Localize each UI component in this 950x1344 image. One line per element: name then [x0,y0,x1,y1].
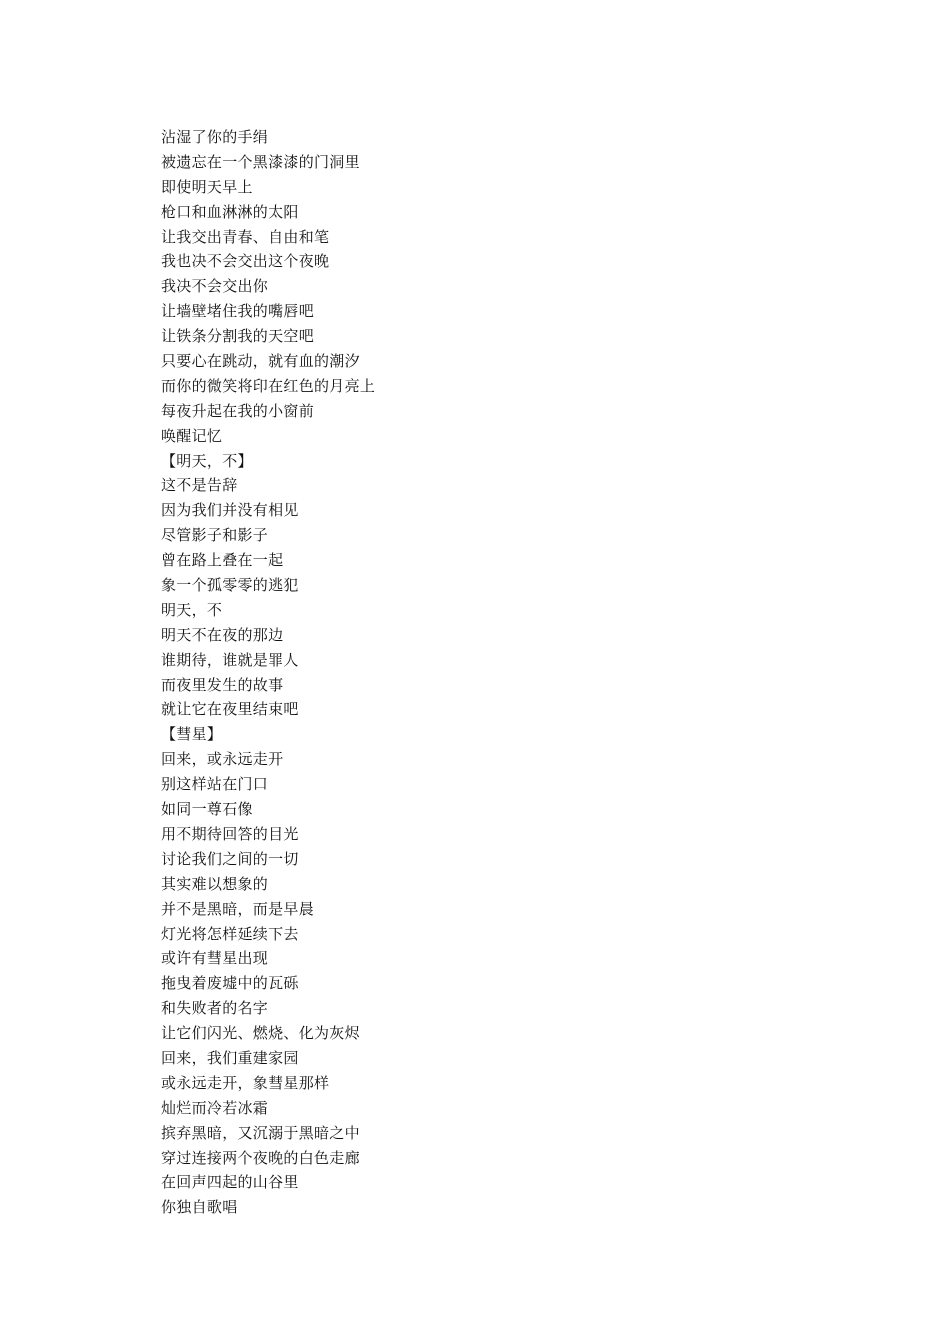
poem-line: 让我交出青春、自由和笔 [161,227,330,246]
poem-text [161,125,375,1220]
poem-line: 穿过连接两个夜晚的白色走廊 [161,1148,360,1167]
poem-line: 让铁条分割我的天空吧 [161,327,315,346]
poem-line: 只要心在跳动，就有血的潮汐 [161,352,360,371]
poem-line: 即使明天早上 [161,177,253,196]
poem-line: 如同一尊石像 [161,800,253,819]
poem-line: 曾在路上叠在一起 [161,551,284,570]
poem-line: 因为我们并没有相见 [161,501,299,520]
poem-line: 灿烂而冷若冰霜 [161,1098,269,1117]
poem-line: 并不是黑暗，而是早晨 [161,899,315,918]
poem-line: 枪口和血淋淋的太阳 [161,202,299,221]
poem-line: 这不是告辞 [161,476,238,495]
poem-section-title: 【明天，不】 [161,451,253,470]
poem-line: 我决不会交出你 [161,277,269,296]
poem-line: 沾湿了你的手绢 [161,128,269,146]
poem-line: 其实难以想象的 [161,874,269,893]
poem-line: 象一个孤零零的逃犯 [161,576,299,595]
poem-line: 或许有彗星出现 [161,949,269,968]
poem-line: 回来，我们重建家园 [161,1048,299,1067]
poem-line: 灯光将怎样延续下去 [161,924,299,943]
poem-line: 唤醒记忆 [161,426,223,445]
poem-line: 在回声四起的山谷里 [161,1173,299,1192]
poem-line: 或永远走开，象彗星那样 [161,1073,330,1092]
poem-line: 每夜升起在我的小窗前 [161,401,315,420]
poem-line: 而夜里发生的故事 [161,675,284,694]
poem-line: 别这样站在门口 [161,775,269,794]
poem-line: 让墙壁堵住我的嘴唇吧 [161,302,315,321]
poem-line: 被遗忘在一个黑漆漆的门洞里 [161,152,360,171]
poem-line: 讨论我们之间的一切 [161,849,299,868]
poem-section-title: 【彗星】 [161,725,223,744]
poem-line: 和失败者的名字 [161,999,269,1018]
poem-line: 我也决不会交出这个夜晚 [161,252,330,271]
poem-line: 谁期待，谁就是罪人 [161,650,299,669]
poem-line: 而你的微笑将印在红色的月亮上 [161,376,376,395]
poem-line: 就让它在夜里结束吧 [161,700,299,719]
poem-line: 拖曳着废墟中的瓦砾 [161,974,299,993]
poem-line: 明天不在夜的那边 [161,625,284,644]
poem-line: 尽管影子和影子 [161,526,269,545]
poem-line: 你独自歌唱 [161,1198,238,1217]
poem-line: 明天，不 [161,600,223,619]
poem-line: 用不期待回答的目光 [161,824,299,843]
poem-line: 让它们闪光、燃烧、化为灰烬 [161,1024,360,1043]
poem-line: 摈弃黑暗，又沉溺于黑暗之中 [161,1123,360,1142]
poem-line: 回来，或永远走开 [161,750,284,769]
